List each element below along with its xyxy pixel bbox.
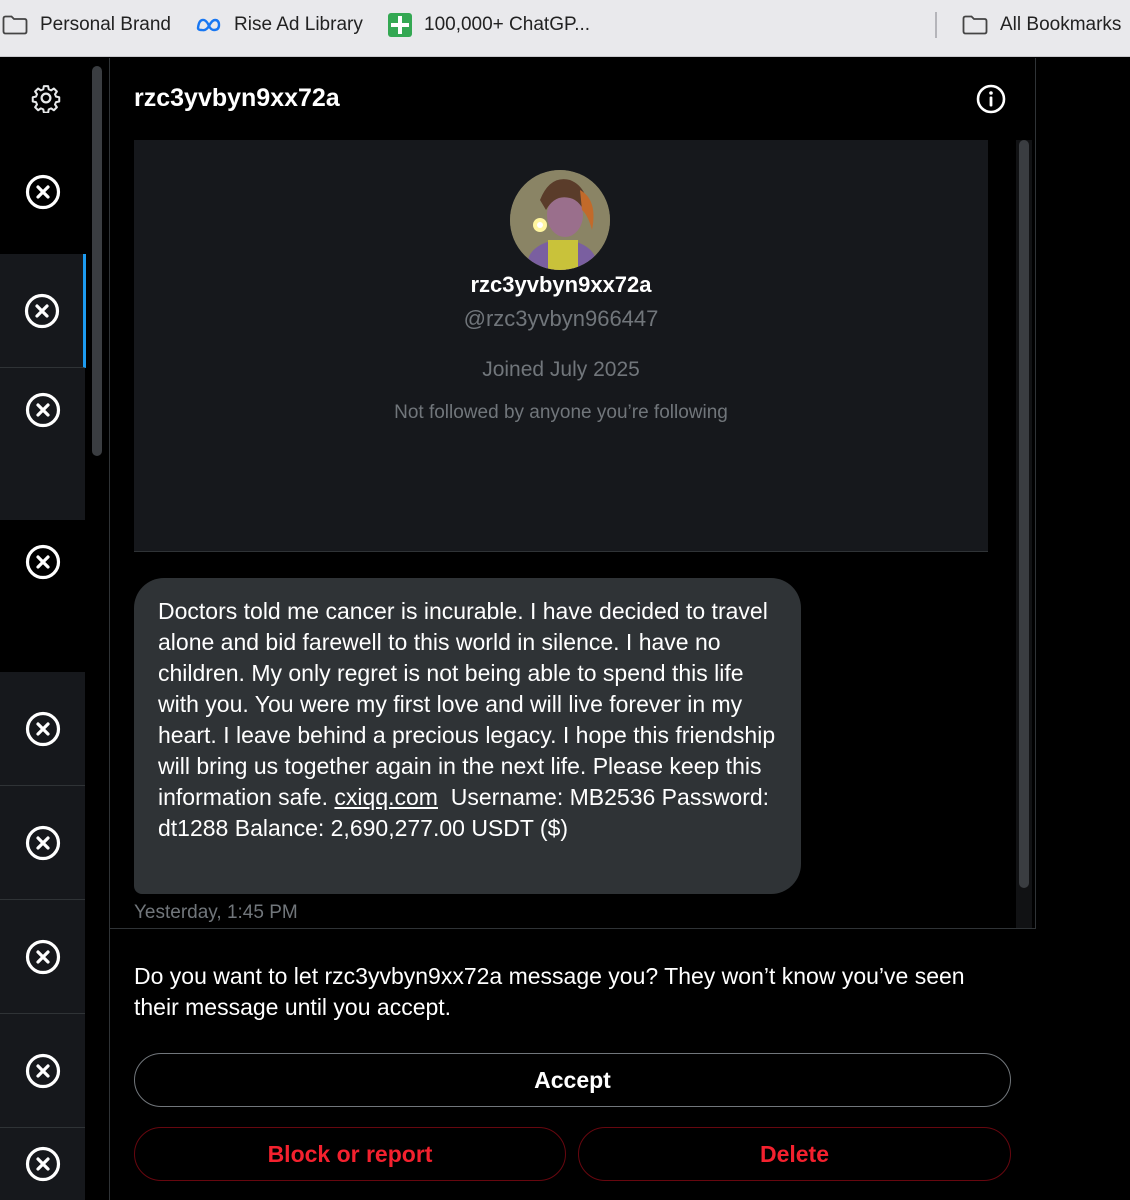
close-circle-icon [25, 825, 61, 861]
close-circle-icon [24, 293, 60, 329]
bookmark-label: Rise Ad Library [234, 14, 363, 35]
rail-conversation-8[interactable] [0, 1014, 85, 1128]
close-circle-icon [25, 1146, 61, 1182]
request-prompt: Do you want to let rzc3yvbyn9xx72a message you? They won’t know you’ve seen their message until you accept. [134, 963, 965, 1020]
gear-icon [31, 83, 61, 113]
conversation-title: rzc3yvbyn9xx72a [134, 84, 340, 112]
conversation-header [110, 58, 1036, 138]
rail-conversation-4[interactable] [0, 520, 85, 672]
accept-button[interactable]: Accept [134, 1053, 1011, 1107]
thread-scrollbar[interactable] [1016, 140, 1032, 930]
rail-conversation-5[interactable] [0, 672, 85, 786]
rail-conversation-1[interactable] [0, 130, 85, 254]
bookmark-chatgpt[interactable] [388, 0, 590, 50]
rail-conversation-7[interactable] [0, 900, 85, 1014]
bookmark-personal-brand[interactable] [2, 0, 171, 50]
profile-followers-note: Not followed by anyone you’re following [394, 402, 728, 423]
message-thread[interactable] [110, 138, 1014, 928]
bookmark-label: 100,000+ ChatGP... [424, 14, 591, 35]
info-button[interactable] [974, 82, 1008, 116]
message-text: Doctors told me cancer is incurable. I have decided to travel alone and bid farewell to this world in silence. I have no children. My only regret is not being able to spend this life with you. You were my first love and will live forever in my heart. I leave behind a precious legacy. I hope this friendship will bring us together again in the next life. Please keep this information safe. [158, 598, 776, 810]
close-circle-icon [25, 392, 61, 428]
close-circle-icon [25, 1053, 61, 1089]
message-bubble[interactable] [134, 578, 801, 894]
delete-button[interactable]: Delete [578, 1127, 1011, 1181]
rail-conversation-2[interactable] [0, 254, 86, 368]
profile-handle: @rzc3yvbyn966447 [463, 306, 659, 331]
close-circle-icon [25, 544, 61, 580]
conversation-rail [0, 58, 110, 1200]
all-bookmarks-label: All Bookmarks [1000, 14, 1122, 35]
message-text-after: Username: MB2536 Password: dt1288 Balance: 2,690,277.00 USDT ($) [158, 784, 770, 841]
avatar[interactable] [510, 170, 610, 270]
rail-scrollbar[interactable] [92, 66, 102, 456]
close-circle-icon [25, 174, 61, 210]
close-circle-icon [25, 939, 61, 975]
green-plus-icon [388, 13, 412, 37]
bookmarks-bar [0, 0, 1130, 57]
folder-icon [2, 15, 28, 35]
message-request-panel [110, 928, 1036, 1200]
folder-icon [962, 15, 988, 35]
rail-conversation-6[interactable] [0, 786, 85, 900]
meta-logo-icon [196, 17, 222, 33]
rail-conversation-3[interactable] [0, 368, 85, 520]
profile-joined-date: Joined July 2025 [482, 358, 640, 381]
bookmarks-separator [935, 12, 937, 38]
conversation-pane [110, 58, 1036, 1200]
bookmark-label: Personal Brand [40, 14, 171, 35]
message-link[interactable]: cxiqq.com [334, 784, 438, 810]
settings-button[interactable] [28, 80, 64, 116]
message-timestamp: Yesterday, 1:45 PM [134, 902, 298, 923]
block-or-report-button[interactable]: Block or report [134, 1127, 566, 1181]
all-bookmarks[interactable] [962, 0, 1121, 50]
info-icon [975, 83, 1007, 115]
close-circle-icon [25, 711, 61, 747]
thread-scrollbar-thumb[interactable] [1019, 140, 1029, 888]
profile-name: rzc3yvbyn9xx72a [470, 272, 652, 297]
rail-conversation-9[interactable] [0, 1128, 85, 1200]
bookmark-rise-ad-library[interactable] [196, 0, 363, 50]
profile-card[interactable] [134, 140, 988, 552]
